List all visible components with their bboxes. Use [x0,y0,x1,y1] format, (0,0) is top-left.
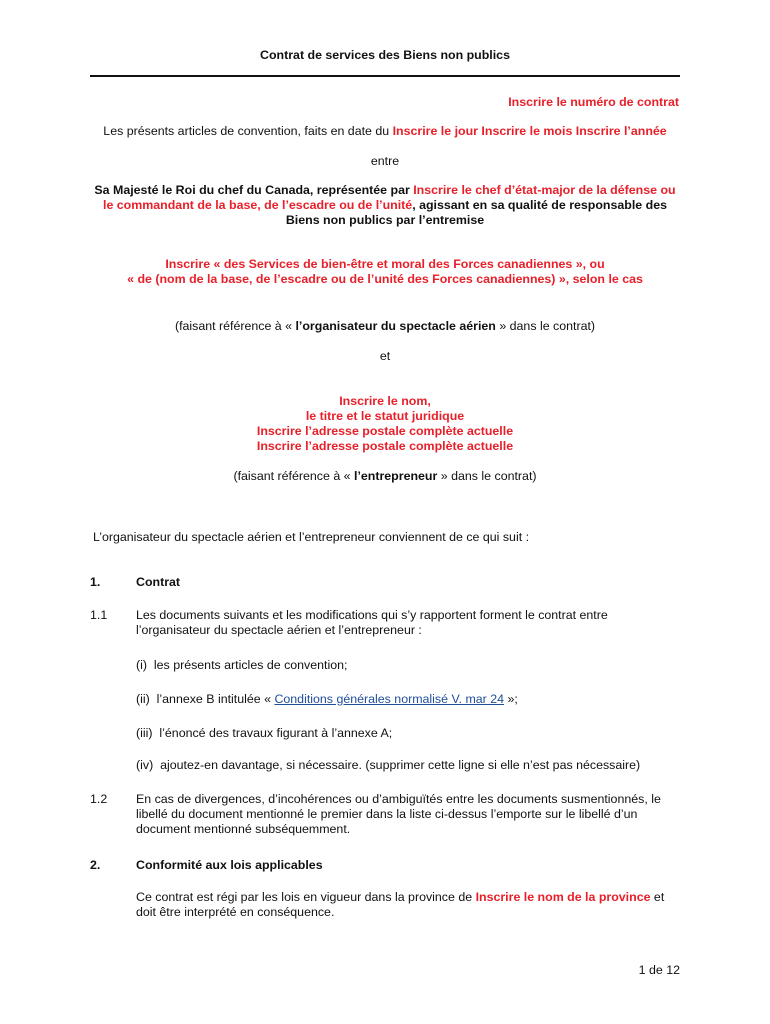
contractor-line: Inscrire l’adresse postale complète actuelle [256,424,514,438]
clause-number: 1.2 [90,792,108,806]
clause-line: l’organisateur du spectacle aérien et l’entrepreneur : [136,623,422,637]
section-number: 1. [90,575,101,589]
section-number: 2. [90,858,101,872]
contractor-line: Inscrire le nom, [339,394,431,408]
clause-line: document mentionné subséquemment. [136,822,351,836]
crown-lead: Sa Majesté le Roi du chef du Canada, représentée par [94,183,414,197]
crown-paragraph [88,183,682,228]
and-text: et [379,349,391,363]
contractor-line: Inscrire l’adresse postale complète actuelle [256,439,514,453]
list-item [136,758,640,772]
agreement-text: L’organisateur du spectacle aérien et l’entrepreneur conviennent de ce qui suit : [93,530,530,544]
list-marker: (iv) [136,758,154,772]
date-placeholder[interactable]: Inscrire le jour Inscrire le mois Inscrire l’année [392,124,667,138]
clause-text [136,608,608,638]
contractor-reference [0,469,770,483]
clause-text [136,890,664,920]
ref-text: (faisant référence à « [174,319,296,333]
list-text: l’annexe B intitulée « [156,692,275,706]
organizer-term: l’organisateur du spectacle aérien [295,319,496,333]
clause-lead: Ce contrat est régi par les lois en vigueur dans la province de [136,890,476,904]
clause-tail: et [650,890,665,904]
contractor-term: l’entrepreneur [354,469,438,483]
representative-placeholder[interactable]: Inscrire le chef d’état-major de la défense ou le commandant de la base, de l’escadre ou de l’unité [103,183,676,212]
contractor-line: le titre et le statut juridique [305,409,465,423]
list-text: les présents articles de convention; [153,658,348,672]
clause-line: libellé du document mentionné le premier dans la liste ci-dessus l’emporte sur le libellé d’un [136,807,638,821]
clause-line: En cas de divergences, d’incohérences ou d’ambiguïtés entre les documents susmentionnés, le [136,792,661,806]
intro-text: Les présents articles de convention, faits en date du [103,124,393,138]
organizer-placeholder[interactable] [0,257,770,287]
list-text: ajoutez-en davantage, si nécessaire. (supprimer cette ligne si elle n’est pas nécessaire) [160,758,641,772]
clause-line: doit être interprété en conséquence. [136,905,335,919]
clause-number: 1.1 [90,608,108,622]
between-text: entre [370,154,400,168]
clause-line: Les documents suivants et les modifications qui s’y rapportent forment le contrat entre [136,608,608,622]
header-rule [90,75,680,77]
general-conditions-link[interactable]: Conditions générales normalisé V. mar 24 [274,692,505,706]
list-marker: (i) [136,658,148,672]
organizer-line: « de (nom de la base, de l’escadre ou de l’unité des Forces canadiennes) », selon le cas [127,272,643,286]
list-text: »; [504,692,518,706]
list-item [136,726,392,740]
page-number: 1 de 12 [638,963,680,977]
clause-text [136,792,661,837]
ref-text: (faisant référence à « [233,469,354,483]
ref-text: » dans le contrat) [437,469,537,483]
organizer-reference [0,319,770,333]
organizer-line: Inscrire « des Services de bien-être et moral des Forces canadiennes », ou [165,257,605,271]
document-title: Contrat de services des Biens non publics [260,48,510,62]
list-text: l’énoncé des travaux figurant à l’annexe A; [159,726,393,740]
list-item [136,692,518,706]
section-title: Contrat [136,575,181,589]
clause-line [136,890,664,905]
crown-tail: , agissant en sa qualité de responsable des Biens non publics par l’entremise [285,198,667,227]
ref-text: » dans le contrat) [495,319,596,333]
contract-number-placeholder[interactable]: Inscrire le numéro de contrat [508,95,679,109]
list-marker: (iii) [136,726,153,740]
province-placeholder[interactable]: Inscrire le nom de la province [475,890,651,904]
intro-paragraph [0,124,770,138]
contractor-placeholder[interactable] [0,394,770,454]
list-marker: (ii) [136,692,150,706]
section-title: Conformité aux lois applicables [136,858,323,872]
list-item [136,658,347,672]
